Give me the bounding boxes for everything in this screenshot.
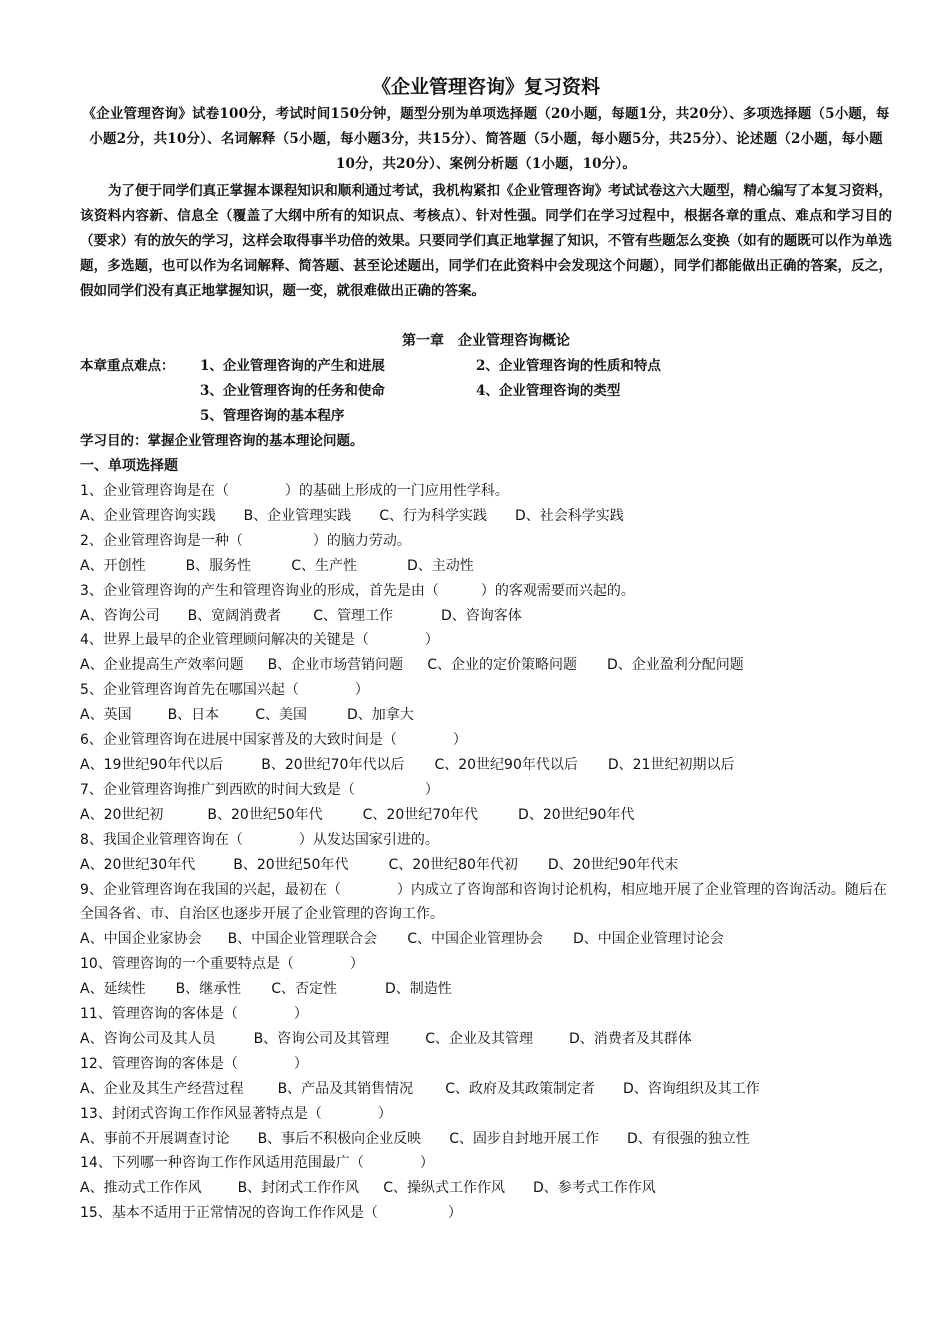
option-d: D、主动性	[406, 557, 474, 574]
key-points-label: 本章重点难点：	[80, 358, 175, 374]
option-d: D、20世纪90年代	[518, 806, 635, 823]
question-text: 11、管理咨询的客体是（ ）	[80, 1006, 308, 1023]
question-text: 6、企业管理咨询在进展中国家普及的大致时间是（ ）	[80, 732, 467, 749]
option-b: B、咨询公司及其管理	[253, 1030, 390, 1047]
option-d: D、20世纪90年代末	[547, 856, 679, 873]
chapter-title: 第一章 企业管理咨询概论	[402, 333, 570, 349]
question-text: 10、管理咨询的一个重要特点是（ ）	[80, 956, 364, 973]
learning-goal: 学习目的：掌握企业管理咨询的基本理论问题。	[80, 433, 364, 449]
exam-intro: 《企业管理咨询》试卷100分，考试时间150分钟，题型分别为单项选择题（20小题，每题1分，共20分）、多项选择题（5小题，每小题2分，共10分）、名词解释（5小题，每小题3分，共15分）、简答题（5小题，每小题5分，共25分）、论述题（2小题，每小题10分，共20分）、案例分析题（1小题，10分）。	[82, 106, 890, 172]
option-a: A、开创性	[80, 557, 146, 574]
option-d: D、加拿大	[346, 707, 414, 724]
option-b: B、企业市场营销问题	[267, 657, 404, 674]
option-d: D、咨询组织及其工作	[622, 1080, 760, 1097]
question-text: 2、企业管理咨询是一种（ ）的脑力劳动。	[80, 532, 411, 549]
option-b: B、20世纪50年代	[233, 856, 349, 873]
question-text: 7、企业管理咨询推广到西欧的时间大致是（ ）	[80, 781, 439, 798]
question-text: 3、企业管理咨询的产生和管理咨询业的形成，首先是由（ ）的客观需要而兴起的。	[80, 582, 635, 599]
question-text: 5、企业管理咨询首先在哪国兴起（ ）	[80, 682, 369, 699]
options-row	[80, 1077, 892, 1102]
question-text: 13、封闭式咨询工作作风显著特点是（ ）	[80, 1105, 392, 1122]
question-text: 14、下列哪一种咨询工作作风适用范围最广（ ）	[80, 1155, 434, 1172]
option-c: C、20世纪80年代初	[388, 856, 518, 873]
option-a: A、延续性	[80, 981, 146, 998]
options-row	[80, 504, 892, 529]
option-c: C、否定性	[271, 981, 337, 998]
option-c: C、20世纪70年代	[362, 806, 479, 823]
option-d: D、21世纪初期以后	[607, 756, 735, 773]
option-b: B、继承性	[175, 981, 242, 998]
key-point: 5、管理咨询的基本程序	[200, 408, 345, 424]
section-heading: 一、单项选择题	[80, 458, 178, 474]
option-d: D、咨询客体	[440, 607, 522, 624]
option-c: C、管理工作	[313, 607, 393, 624]
question-text: 8、我国企业管理咨询在（ ）从发达国家引进的。	[80, 831, 439, 848]
option-c: C、政府及其政策制定者	[445, 1080, 595, 1097]
option-c: C、中国企业管理协会	[407, 931, 543, 948]
option-b: B、20世纪50年代	[207, 806, 323, 823]
option-c: C、企业及其管理	[425, 1030, 533, 1047]
option-c: C、行为科学实践	[379, 507, 487, 524]
option-a: A、19世纪90年代以后	[80, 756, 224, 773]
question-text: 15、基本不适用于正常情况的咨询工作作风是（ ）	[80, 1205, 462, 1222]
option-d: D、社会科学实践	[514, 507, 624, 524]
option-b: B、20世纪70年代以后	[261, 756, 405, 773]
option-a: A、企业及其生产经营过程	[80, 1080, 244, 1097]
document-title: 《企业管理咨询》复习资料	[371, 76, 600, 98]
options-row	[80, 703, 892, 728]
question-text: 1、企业管理咨询是在（ ）的基础上形成的一门应用性学科。	[80, 483, 509, 499]
option-b: B、日本	[167, 707, 220, 724]
option-d: D、参考式工作作风	[532, 1180, 656, 1197]
option-d: D、消费者及其群体	[568, 1030, 692, 1047]
options-row	[80, 604, 892, 629]
options-row	[80, 803, 892, 828]
key-points-block	[80, 354, 892, 429]
options-row	[80, 1176, 892, 1201]
option-d: D、中国企业管理讨论会	[572, 931, 724, 948]
option-a: A、企业提高生产效率问题	[80, 657, 244, 674]
options-row	[80, 927, 892, 952]
option-d: D、制造性	[384, 981, 452, 998]
options-row	[80, 753, 892, 778]
options-row	[80, 554, 892, 579]
options-row	[80, 977, 892, 1002]
option-a: A、中国企业家协会	[80, 931, 202, 948]
option-a: A、咨询公司	[80, 607, 160, 624]
option-b: B、宽阔消费者	[187, 607, 282, 624]
preface-paragraph: 为了便于同学们真正掌握本课程知识和顺利通过考试，我机构紧扣《企业管理咨询》考试试卷这六大题型，精心编写了本复习资料，该资料内容新、信息全（覆盖了大纲中所有的知识点、考核点）、针对性强。同学们在学习过程中，根据各章的重点、难点和学习目的（要求）有的放矢的学习，这样会取得事半功倍的效果。只要同学们真正地掌握了知识，不管有些题怎么变换（如有的题既可以作为单选题，多选题，也可以作为名词解释、简答题、甚至论述题出，同学们在此资料中会发现这个问题），同学们都能做出正确的答案，反之，假如同学们没有真正地掌握知识，题一变，就很难做出正确的答案。	[80, 183, 892, 299]
option-b: B、事后不积极向企业反映	[257, 1130, 422, 1147]
option-b: B、产品及其销售情况	[277, 1080, 414, 1097]
key-point: 3、企业管理咨询的任务和使命	[200, 383, 385, 399]
option-c: C、固步自封地开展工作	[449, 1130, 599, 1147]
key-point: 2、企业管理咨询的性质和特点	[476, 358, 661, 374]
key-point: 1、企业管理咨询的产生和进展	[200, 358, 385, 374]
option-a: A、咨询公司及其人员	[80, 1030, 216, 1047]
option-c: C、20世纪90年代以后	[434, 756, 578, 773]
option-a: A、20世纪初	[80, 806, 164, 823]
option-a: A、企业管理咨询实践	[80, 507, 216, 524]
options-row	[80, 1027, 892, 1052]
option-a: A、事前不开展调查讨论	[80, 1130, 230, 1147]
options-row	[80, 853, 892, 878]
option-d: D、有很强的独立性	[626, 1130, 750, 1147]
option-c: C、生产性	[291, 557, 357, 574]
option-a: A、英国	[80, 707, 132, 724]
option-b: B、封闭式工作作风	[237, 1180, 360, 1197]
option-a: A、20世纪30年代	[80, 856, 196, 873]
option-c: C、企业的定价策略问题	[427, 657, 577, 674]
question-text: 4、世界上最早的企业管理顾问解决的关键是（ ）	[80, 632, 439, 649]
question-text: 12、管理咨询的客体是（ ）	[80, 1055, 308, 1072]
option-c: C、操纵式工作作风	[383, 1180, 505, 1197]
option-c: C、美国	[255, 707, 307, 724]
document-page	[80, 74, 892, 1226]
option-a: A、推动式工作作风	[80, 1180, 202, 1197]
option-d: D、企业盈利分配问题	[606, 657, 744, 674]
question-list	[80, 479, 892, 1226]
option-b: B、中国企业管理联合会	[227, 931, 378, 948]
option-b: B、服务性	[185, 557, 252, 574]
options-row	[80, 1127, 892, 1152]
question-text: 9、企业管理咨询在我国的兴起，最初在（ ）内成立了咨询部和咨询讨论机构，相应地开展了企业管理的咨询活动。随后在全国各省、市、自治区也逐步开展了企业管理的咨询工作。	[80, 881, 887, 923]
option-b: B、企业管理实践	[243, 507, 352, 524]
options-row	[80, 653, 892, 678]
key-point: 4、企业管理咨询的类型	[476, 383, 621, 399]
